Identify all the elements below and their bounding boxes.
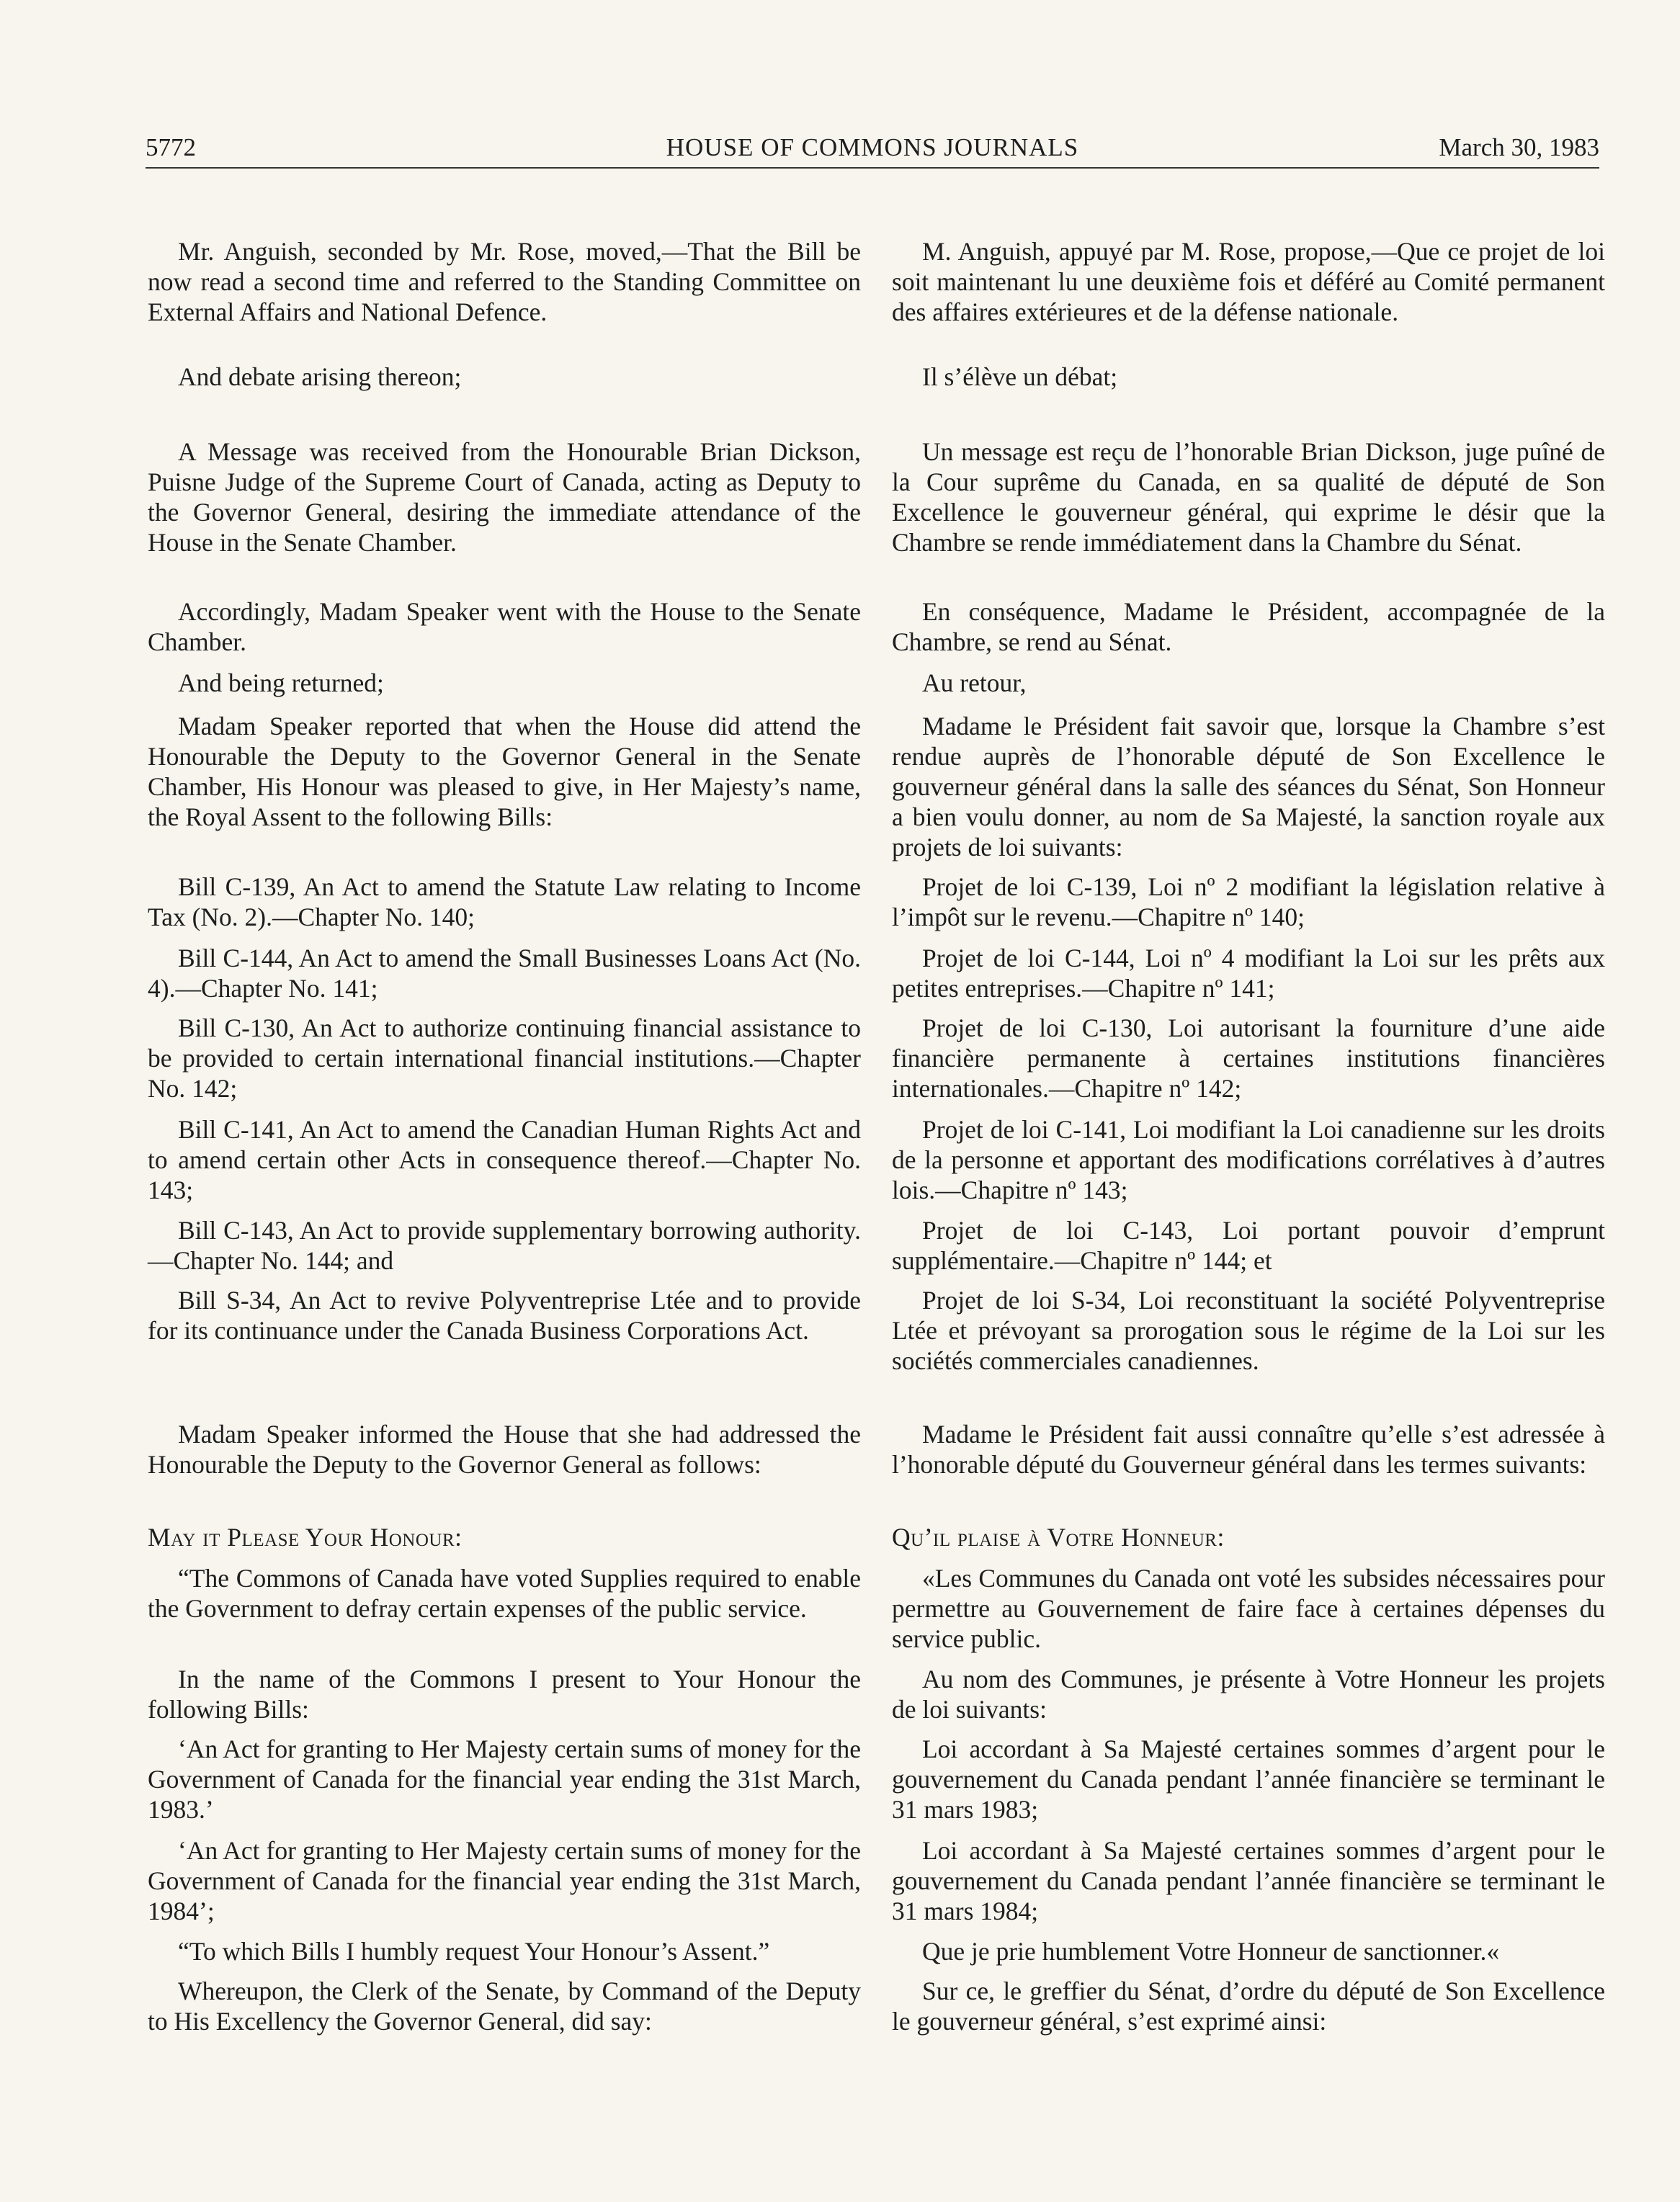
bill-s34: Bill S-34, An Act to revive Polyventreprise Ltée and to provide for its continuance under the Canada Business Corporations Act. (148, 1286, 861, 1345)
bill-c143: Bill C-143, An Act to provide supplementary borrowing authority.—Chapter No. 144; and (148, 1216, 861, 1275)
paragraph-debate: And debate arising thereon; (178, 362, 462, 391)
paragraph-supplies: “The Commons of Canada have voted Supplies required to enable the Government to defray certain expenses of the public service. (148, 1564, 861, 1623)
paragraph-assent-request: “To which Bills I humbly request Your Honour’s Assent.” (178, 1937, 770, 1966)
journal-title: HOUSE OF COMMONS JOURNALS (666, 133, 1079, 161)
paragraph-present-bills: In the name of the Commons I present to Your Honour the following Bills: (148, 1665, 861, 1724)
bill-c144-fr: Projet de loi C-144, Loi nº 4 modifiant la Loi sur les prêts aux petites entreprises.—Chapitre nº 141; (892, 944, 1605, 1003)
paragraph-whereupon-fr: Sur ce, le greffier du Sénat, d’ordre du député de Son Excellence le gouverneur général, s’est exprimé ainsi: (892, 1977, 1605, 2036)
paragraph-returned-fr: Au retour, (922, 668, 1027, 697)
paragraph-whereupon: Whereupon, the Clerk of the Senate, by Command of the Deputy to His Excellency the Governor General, did say: (148, 1977, 861, 2036)
paragraph-speaker-report-fr: Madame le Président fait savoir que, lorsque la Chambre s’est rendue auprès de l’honorable député de Son Excellence le gouverneur général dans la salle des séances du Sénat, Son Honneur a bien voulu donner, au nom de Sa Majesté, la sanction royale aux projets de loi suivants: (892, 712, 1605, 861)
header-rule (146, 167, 1599, 169)
paragraph-assent-request-fr: Que je prie humblement Votre Honneur de sanctionner.« (922, 1937, 1500, 1966)
paragraph-address-fr: Madame le Président fait aussi connaître qu’elle s’est adressée à l’honorable député du Gouverneur général dans les termes suivants: (892, 1420, 1605, 1479)
paragraph-debate-fr: Il s’élève un débat; (922, 362, 1118, 391)
act-1984: ‘An Act for granting to Her Majesty certain sums of money for the Government of Canada for the financial year ending the 31st March, 1984’; (148, 1836, 861, 1925)
salutation: May it Please Your Honour: (148, 1523, 463, 1552)
paragraph-motion: Mr. Anguish, seconded by Mr. Rose, moved,—That the Bill be now read a second time and referred to the Standing Committee on External Affairs and National Defence. (148, 237, 861, 326)
salutation-fr: Qu’il plaise à Votre Honneur: (892, 1523, 1225, 1552)
paragraph-accordingly: Accordingly, Madam Speaker went with the House to the Senate Chamber. (148, 597, 861, 656)
paragraph-accordingly-fr: En conséquence, Madame le Président, accompagnée de la Chambre, se rend au Sénat. (892, 597, 1605, 656)
paragraph-motion-fr: M. Anguish, appuyé par M. Rose, propose,—Que ce projet de loi soit maintenant lu une deuxième fois et déféré au Comité permanent des affaires extérieures et de la défense nationale. (892, 237, 1605, 326)
bill-s34-fr: Projet de loi S-34, Loi reconstituant la société Polyventreprise Ltée et prévoyant sa prorogation sous le régime de la Loi sur les sociétés commerciales canadiennes. (892, 1286, 1605, 1375)
bill-c143-fr: Projet de loi C-143, Loi portant pouvoir d’emprunt supplémentaire.—Chapitre nº 144; et (892, 1216, 1605, 1275)
journal-date: March 30, 1983 (1439, 133, 1599, 161)
running-header (146, 130, 1599, 166)
paragraph-message-fr: Un message est reçu de l’honorable Brian Dickson, juge puîné de la Cour suprême du Canada, en sa qualité de député de Son Excellence le gouverneur général, qui exprime le désir que la Chambre se rende immédiatement dans la Chambre du Sénat. (892, 437, 1605, 557)
act-1983: ‘An Act for granting to Her Majesty certain sums of money for the Government of Canada for the financial year ending the 31st March, 1983.’ (148, 1735, 861, 1824)
paragraph-speaker-report: Madam Speaker reported that when the House did attend the Honourable the Deputy to the Governor General in the Senate Chamber, His Honour was pleased to give, in Her Majesty’s name, the Royal Assent to the following Bills: (148, 712, 861, 831)
paragraph-message: A Message was received from the Honourable Brian Dickson, Puisne Judge of the Supreme Court of Canada, acting as Deputy to the Governor General, desiring the immediate attendance of the House in the Senate Chamber. (148, 437, 861, 557)
paragraph-present-bills-fr: Au nom des Communes, je présente à Votre Honneur les projets de loi suivants: (892, 1665, 1605, 1724)
bill-c130-fr: Projet de loi C-130, Loi autorisant la fourniture d’une aide financière permanente à certaines institutions financières internationales.—Chapitre nº 142; (892, 1013, 1605, 1103)
act-1984-fr: Loi accordant à Sa Majesté certaines sommes d’argent pour le gouvernement du Canada pendant l’année financière se terminant le 31 mars 1984; (892, 1836, 1605, 1925)
act-1983-fr: Loi accordant à Sa Majesté certaines sommes d’argent pour le gouvernement du Canada pendant l’année financière se terminant le 31 mars 1983; (892, 1735, 1605, 1824)
paragraph-address: Madam Speaker informed the House that she had addressed the Honourable the Deputy to the Governor General as follows: (148, 1420, 861, 1479)
bill-c141-fr: Projet de loi C-141, Loi modifiant la Loi canadienne sur les droits de la personne et apportant des modifications corrélatives à d’autres lois.—Chapitre nº 143; (892, 1115, 1605, 1204)
bill-c144: Bill C-144, An Act to amend the Small Businesses Loans Act (No. 4).—Chapter No. 141; (148, 944, 861, 1003)
bill-c130: Bill C-130, An Act to authorize continuing financial assistance to be provided to certain international financial institutions.—Chapter No. 142; (148, 1013, 861, 1103)
bill-c139-fr: Projet de loi C-139, Loi nº 2 modifiant la législation relative à l’impôt sur le revenu.—Chapitre nº 140; (892, 872, 1605, 931)
paragraph-supplies-fr: «Les Communes du Canada ont voté les subsides nécessaires pour permettre au Gouvernement de faire face à certaines dépenses du service public. (892, 1564, 1605, 1653)
bill-c141: Bill C-141, An Act to amend the Canadian Human Rights Act and to amend certain other Acts in consequence thereof.—Chapter No. 143; (148, 1115, 861, 1204)
paragraph-returned: And being returned; (178, 668, 384, 697)
bill-c139: Bill C-139, An Act to amend the Statute Law relating to Income Tax (No. 2).—Chapter No. 140; (148, 872, 861, 931)
page-number: 5772 (146, 133, 196, 161)
